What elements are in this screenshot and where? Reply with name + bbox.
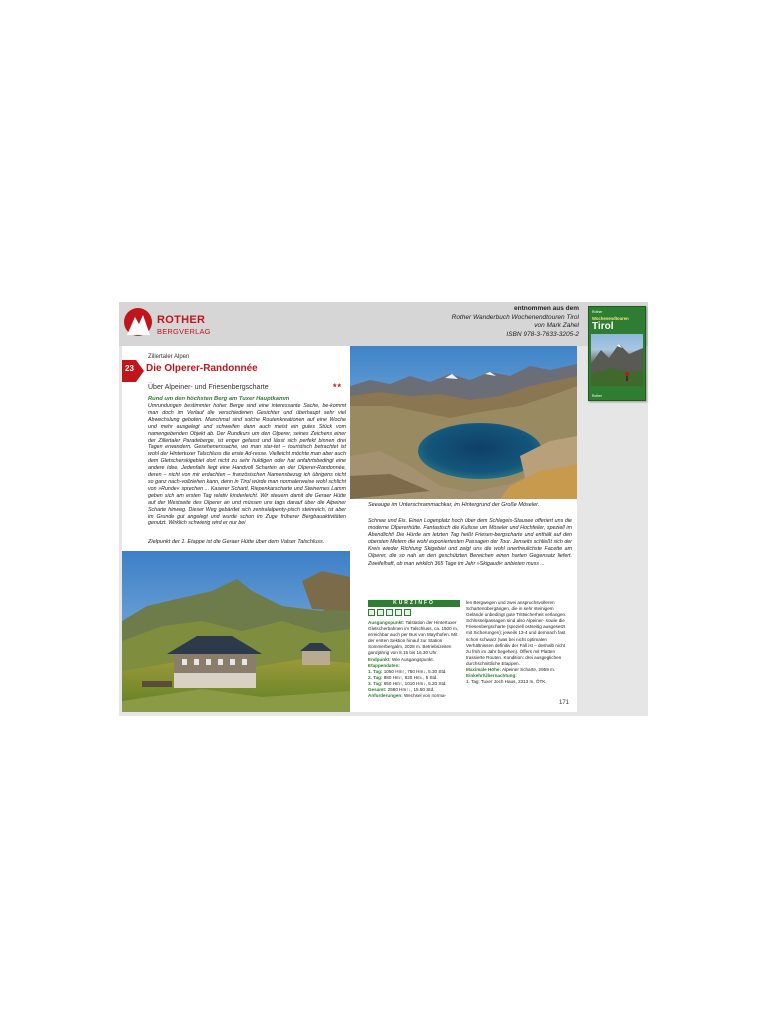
credit-line-4: ISBN 978-3-7633-3205-2 bbox=[506, 330, 579, 338]
lake-photo bbox=[350, 346, 577, 499]
ausgangspunkt-label: Ausgangspunkt: bbox=[368, 620, 405, 625]
intro-heading: Rund um den höchsten Berg am Tuxer Hauptkamm bbox=[148, 396, 290, 402]
tour-number: 23 bbox=[125, 364, 134, 373]
hut-photo bbox=[122, 551, 350, 712]
kurzinfo-label: KURZINFO bbox=[393, 600, 435, 606]
cover-subtitle: Wochenendtouren bbox=[592, 316, 629, 321]
start-note: Zielpunkt der 1. Etappe ist die Geraer Hütte über dem Valser Talschluss. bbox=[148, 539, 325, 545]
publisher-subline: BERGVERLAG bbox=[157, 327, 211, 336]
etappendaten-label: Etappendaten: bbox=[368, 662, 400, 668]
credit-line-2: Rother Wanderbuch Wochenendtouren Tirol bbox=[451, 313, 579, 321]
hoehe-text: Alpeiner Scharte, 2959 m. bbox=[502, 667, 556, 673]
etappe2-text: 880 Hm↑, 820 Hm↓, 5 Std. bbox=[383, 674, 438, 680]
kurzinfo-column-2 bbox=[466, 600, 570, 685]
credit-line-3: von Mark Zahel bbox=[534, 322, 579, 330]
etappe1-text: 1050 Hm↑, 750 Hm↓, 5.30 Std. bbox=[383, 668, 447, 674]
kurzinfo-bar bbox=[368, 600, 460, 607]
book-spread bbox=[119, 302, 648, 716]
gesamt-text: 2580 Hm↑↓, 15.50 Std. bbox=[387, 687, 435, 693]
header-bar bbox=[119, 302, 648, 346]
kurzinfo-icons bbox=[368, 609, 460, 617]
etappe3-text: 650 Hm↑, 1010 Hm↓, 5.20 Std. bbox=[383, 680, 447, 686]
tour-title: Die Olperer-Randonnée bbox=[146, 363, 258, 374]
hoehe-label: Maximale Höhe: bbox=[466, 667, 501, 673]
etappe2-label: 2. Tag: bbox=[368, 674, 383, 680]
family-icon bbox=[404, 609, 411, 616]
cover-mountain-icon bbox=[591, 334, 643, 386]
hut-icon bbox=[395, 609, 402, 616]
book-credit bbox=[452, 305, 579, 339]
bus-icon bbox=[368, 609, 375, 616]
endpunkt-text: Wie Ausgangspunkt. bbox=[392, 656, 434, 662]
gesamt-label: Gesamt: bbox=[368, 687, 387, 693]
region-label: Zillertaler Alpen bbox=[148, 354, 190, 360]
ausgangspunkt-text: Talstation der Hintertuxer Gletscherbahnen im Talschluss, ca. 1500 m, erreichbar auch per Bus von Mayrhofen. Mit der ersten Sektion hinauf zur Station Sommerbergalm, 2028 m. Betriebszeiten ganzjährig von 8.15 bis 16.30 Uhr. bbox=[368, 620, 459, 656]
book-cover[interactable] bbox=[588, 306, 646, 401]
anforderungen-label: Anforderungen: bbox=[368, 693, 403, 699]
right-page bbox=[350, 346, 577, 712]
publisher-logo bbox=[123, 305, 243, 347]
right-body-text: Schnee und Eis. Einen Logenplatz hoch über dem Schlegeis-Stausee offeriert uns die moderne Olpererhütte. Fantastisch die Kulisse um Möseler und Hochfeiler, speziell im Abendlicht! Die Hürde am letzten Tag heißt Friesen-bergscharte und enthält auf den obersten Metern die wohl exponiertesten Passagen der Tour. Jenseits schließt sich der Kreis wieder Richtung Skigebiet und zeigt uns die wohl unerfreulichste Facette am Olperer, die so nah an den geschützten Bereichen einen harten Gegensatz liefert. Zweifelhaft, ob man wirklich 365 Tage im Jahr »Skigaudi« anbieten muss ... bbox=[368, 518, 572, 567]
publisher-name: ROTHER bbox=[157, 314, 206, 326]
credit-line-1: entnommen aus dem bbox=[513, 305, 579, 312]
intro-text: Umrundungen bestimmter hoher Berge sind eine interessante Sache, be-kommt man doch im Verlauf die verschiedenen Gesichter und überhaupt sehr viel Abwechslung geboten. Manchmal sind solche Routenkreationen auf eine Woche und mehr ausgelegt und schweifen dann auch meist ein gutes Stück vom namengebenden Objekt ab. Der Rundkurs um den Olperer, seines Zeichens einer der Zillertaler Paradeberge, ist enger gefasst und lässt sich perfekt binnen drei Tagen erwandern. Gesehenerssache, wo man star-tet – touristisch betrachtet ist wohl der Hintertuxer Talschluss die erste Ad-resse. Vielleicht möchte man aber auch dem Gletscherskigebiet dort nicht zu sehr huldigen oder hat anfahrtsbedingt eine andere Idee. Jedenfalls liegt eine Handvoll Scharten an der Olperer-Randonnée, deren – nicht von mir erdachten – französischen Namensbezug ich übrigens nicht so ganz nach-vollziehen kann, denn in Tirol würde man normalerweise wohl schlicht von »Runde« sprechen ... Kaserer Schartl, Riepenkarscharte und Steinernes Lamm geben sich am ersten Tag relativ kinderleicht. Wir steuern damit die Geraer Hütte auf der Westseite des Olperer an und müssen uns tags darauf über die Alpeiner Scharte hinweg. Dieser Weg gebärdet sich zentralalpenty-pisch steinreich, ist aber im Grunde gut angelegt und wurde schon im Zuge früherer Bergbauaktivitäten genutzt. Wirklich schwierig wird er nur bei bbox=[148, 403, 346, 527]
cable-car-icon bbox=[377, 609, 384, 616]
etappe3-label: 3. Tag: bbox=[368, 680, 383, 686]
kurzinfo-text bbox=[368, 620, 462, 699]
hiking-icon bbox=[386, 609, 393, 616]
col2-text: len Bergwegen und zwei anspruchsvolleren Schartenübergängen, die in sehr steinigem Gelände unbedingt gute Trittsicherheit verlangen. Schlüsselpassagen sind also Alpeiner- sowie die Friesenbergscharte (speziell ostseitig ausgesetzt mit Sicherungen); jeweils 13-4 und demnach fast schon schwarz (was bei nicht optimalen Verhältnissen definitiv der Fall ist – deshalb nicht zu früh im Jahr begehen). Öffers mit Platten trassierte Routen. Kondition: drei ausgeglichen durchschnittliche Etappen. bbox=[466, 600, 567, 666]
einkehr-text: 1. Tag: Tuxer Joch Haus, 2313 m, ÖTK, bbox=[466, 679, 547, 685]
tour-subtitle: Über Alpeiner- und Friesenbergscharte bbox=[148, 384, 269, 391]
page-number: 171 bbox=[558, 700, 569, 706]
cover-footer: Rother bbox=[592, 394, 602, 398]
cover-title: Tirol bbox=[592, 321, 614, 332]
difficulty-stars: ** bbox=[332, 382, 342, 392]
cover-photo bbox=[591, 334, 643, 386]
mountain-logo-icon bbox=[123, 305, 153, 339]
einkehr-label: Einkehr/Übernachtung: bbox=[466, 673, 517, 679]
endpunkt-label: Endpunkt: bbox=[368, 656, 391, 662]
lake-photo-caption: Seeauge im Unterschrammachkar, im Hintergrund der Große Möseler. bbox=[368, 502, 540, 508]
left-page bbox=[122, 346, 350, 712]
anforderungen-text: Wechsel von norma- bbox=[404, 693, 447, 699]
etappe1-label: 1. Tag: bbox=[368, 668, 383, 674]
cover-publisher: Rother bbox=[592, 310, 603, 314]
